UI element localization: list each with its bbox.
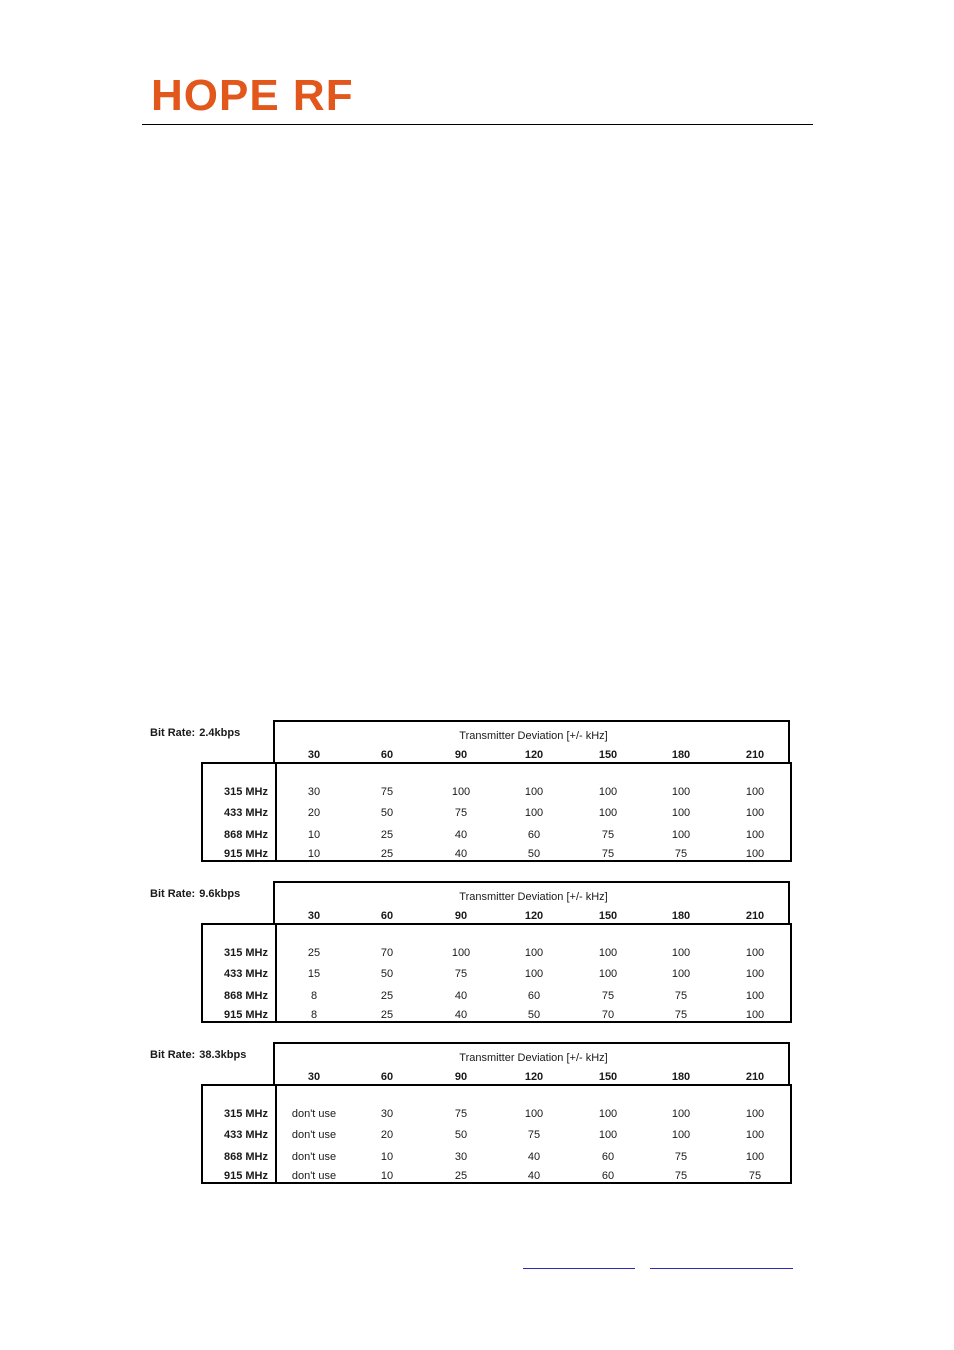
- table-cell: 100: [745, 786, 765, 798]
- deviation-column-header: 150: [598, 1071, 618, 1083]
- table-cell: 100: [745, 807, 765, 819]
- table-cell: 60: [527, 829, 541, 841]
- table-cell: 30: [454, 1151, 468, 1163]
- table-cell: 50: [380, 968, 394, 980]
- bit-rate-caption: Bit Rate:: [150, 888, 196, 900]
- deviation-title: Transmitter Deviation [+/- kHz]: [459, 891, 608, 903]
- table-cell: 100: [598, 1129, 618, 1141]
- table-cell: 100: [451, 947, 471, 959]
- table-cell: 70: [601, 1009, 615, 1021]
- table-cell: 25: [380, 990, 394, 1002]
- table-cell: 100: [524, 786, 544, 798]
- frequency-label: 433 MHz: [223, 1129, 268, 1141]
- table-cell: 100: [745, 1009, 765, 1021]
- table-cell: 30: [307, 786, 321, 798]
- bit-rate-value: 2.4kbps: [199, 727, 241, 739]
- table-cell: 100: [745, 1129, 765, 1141]
- table-cell: 100: [598, 1108, 618, 1120]
- table-cell: 100: [745, 848, 765, 860]
- table-cell: 25: [380, 1009, 394, 1021]
- bit-rate-value: 9.6kbps: [199, 888, 241, 900]
- frequency-label: 915 MHz: [223, 1170, 268, 1182]
- column-divider: [275, 1086, 277, 1182]
- table-cell: 8: [310, 990, 318, 1002]
- deviation-column-header: 120: [524, 1071, 544, 1083]
- table-cell: 75: [601, 829, 615, 841]
- table-cell: 75: [674, 990, 688, 1002]
- frequency-label: 868 MHz: [223, 990, 268, 1002]
- table-cell: 100: [598, 968, 618, 980]
- table-cell: 75: [674, 1151, 688, 1163]
- table-cell: 75: [674, 1009, 688, 1021]
- deviation-column-header: 180: [671, 910, 691, 922]
- table-cell: 75: [748, 1170, 762, 1182]
- table-cell: 50: [527, 1009, 541, 1021]
- deviation-column-header: 210: [745, 749, 765, 761]
- table-cell: don't use: [291, 1170, 337, 1182]
- deviation-column-header: 60: [380, 749, 394, 761]
- deviation-column-header: 120: [524, 910, 544, 922]
- deviation-header: [273, 881, 790, 923]
- column-divider: [275, 925, 277, 1021]
- frequency-label: 315 MHz: [223, 947, 268, 959]
- table-cell: 75: [601, 990, 615, 1002]
- deviation-column-header: 90: [454, 1071, 468, 1083]
- table-cell: 75: [527, 1129, 541, 1141]
- frequency-label: 868 MHz: [223, 1151, 268, 1163]
- bit-rate-value: 38.3kbps: [199, 1049, 247, 1061]
- table-cell: 100: [745, 968, 765, 980]
- table-cell: 100: [745, 1151, 765, 1163]
- deviation-column-header: 30: [307, 1071, 321, 1083]
- header-divider: [142, 124, 813, 125]
- table-cell: 25: [380, 848, 394, 860]
- deviation-title: Transmitter Deviation [+/- kHz]: [459, 730, 608, 742]
- table-cell: 25: [454, 1170, 468, 1182]
- table-cell: 10: [307, 848, 321, 860]
- deviation-header: [273, 720, 790, 762]
- table-cell: 70: [380, 947, 394, 959]
- table-cell: 100: [598, 807, 618, 819]
- table-cell: 100: [524, 1108, 544, 1120]
- bitrate-table: [150, 1042, 792, 1186]
- deviation-column-header: 210: [745, 1071, 765, 1083]
- frequency-label: 433 MHz: [223, 807, 268, 819]
- bitrate-table: [150, 720, 792, 864]
- frequency-label: 915 MHz: [223, 848, 268, 860]
- table-cell: 50: [380, 807, 394, 819]
- table-cell: 15: [307, 968, 321, 980]
- bit-rate-label: [150, 1049, 246, 1061]
- deviation-column-header: 90: [454, 749, 468, 761]
- deviation-column-header: 180: [671, 1071, 691, 1083]
- bit-rate-caption: Bit Rate:: [150, 1049, 196, 1061]
- table-cell: 100: [671, 786, 691, 798]
- bit-rate-label: [150, 727, 240, 739]
- table-cell: 10: [307, 829, 321, 841]
- frequency-label: 868 MHz: [223, 829, 268, 841]
- table-cell: 40: [454, 848, 468, 860]
- table-cell: 75: [674, 1170, 688, 1182]
- table-cell: 100: [671, 829, 691, 841]
- table-cell: 100: [671, 947, 691, 959]
- table-cell: 40: [454, 829, 468, 841]
- deviation-header: [273, 1042, 790, 1084]
- table-cell: 20: [307, 807, 321, 819]
- footer-link-underline-2[interactable]: [650, 1268, 793, 1269]
- table-cell: 100: [745, 829, 765, 841]
- deviation-title: Transmitter Deviation [+/- kHz]: [459, 1052, 608, 1064]
- deviation-column-header: 30: [307, 749, 321, 761]
- column-divider: [275, 764, 277, 860]
- deviation-column-header: 60: [380, 910, 394, 922]
- table-cell: don't use: [291, 1151, 337, 1163]
- table-cell: 75: [454, 807, 468, 819]
- table-cell: 40: [527, 1170, 541, 1182]
- deviation-column-header: 150: [598, 910, 618, 922]
- table-cell: 100: [671, 968, 691, 980]
- table-cell: 100: [671, 1129, 691, 1141]
- table-cell: 100: [524, 807, 544, 819]
- table-cell: 10: [380, 1170, 394, 1182]
- table-cell: 50: [527, 848, 541, 860]
- table-cell: 100: [745, 1108, 765, 1120]
- table-cell: 40: [527, 1151, 541, 1163]
- table-cell: 75: [674, 848, 688, 860]
- table-cell: 75: [380, 786, 394, 798]
- frequency-label: 315 MHz: [223, 1108, 268, 1120]
- table-cell: 100: [671, 807, 691, 819]
- deviation-column-header: 30: [307, 910, 321, 922]
- table-cell: 100: [745, 947, 765, 959]
- table-cell: 40: [454, 1009, 468, 1021]
- table-cell: 100: [745, 990, 765, 1002]
- table-cell: 100: [598, 947, 618, 959]
- deviation-column-header: 180: [671, 749, 691, 761]
- deviation-body: [201, 923, 792, 1023]
- table-cell: 75: [454, 968, 468, 980]
- deviation-column-header: 90: [454, 910, 468, 922]
- footer-link-underline-1[interactable]: [523, 1268, 635, 1269]
- table-cell: 100: [524, 968, 544, 980]
- table-cell: 100: [524, 947, 544, 959]
- deviation-column-header: 150: [598, 749, 618, 761]
- table-cell: 30: [380, 1108, 394, 1120]
- deviation-column-header: 120: [524, 749, 544, 761]
- frequency-label: 433 MHz: [223, 968, 268, 980]
- bit-rate-caption: Bit Rate:: [150, 727, 196, 739]
- deviation-body: [201, 1084, 792, 1184]
- table-cell: 25: [380, 829, 394, 841]
- frequency-label: 315 MHz: [223, 786, 268, 798]
- table-cell: 60: [601, 1170, 615, 1182]
- table-cell: 60: [601, 1151, 615, 1163]
- bit-rate-label: [150, 888, 240, 900]
- table-cell: 8: [310, 1009, 318, 1021]
- bitrate-table: [150, 881, 792, 1025]
- table-cell: 100: [671, 1108, 691, 1120]
- frequency-label: 915 MHz: [223, 1009, 268, 1021]
- table-cell: 40: [454, 990, 468, 1002]
- deviation-body: [201, 762, 792, 862]
- table-cell: 75: [454, 1108, 468, 1120]
- table-cell: don't use: [291, 1108, 337, 1120]
- table-cell: 100: [451, 786, 471, 798]
- table-cell: 25: [307, 947, 321, 959]
- table-cell: don't use: [291, 1129, 337, 1141]
- table-cell: 10: [380, 1151, 394, 1163]
- table-cell: 100: [598, 786, 618, 798]
- table-cell: 50: [454, 1129, 468, 1141]
- deviation-column-header: 210: [745, 910, 765, 922]
- table-cell: 75: [601, 848, 615, 860]
- table-cell: 20: [380, 1129, 394, 1141]
- hope-rf-logo: HOPE RF: [151, 71, 354, 120]
- table-cell: 60: [527, 990, 541, 1002]
- deviation-column-header: 60: [380, 1071, 394, 1083]
